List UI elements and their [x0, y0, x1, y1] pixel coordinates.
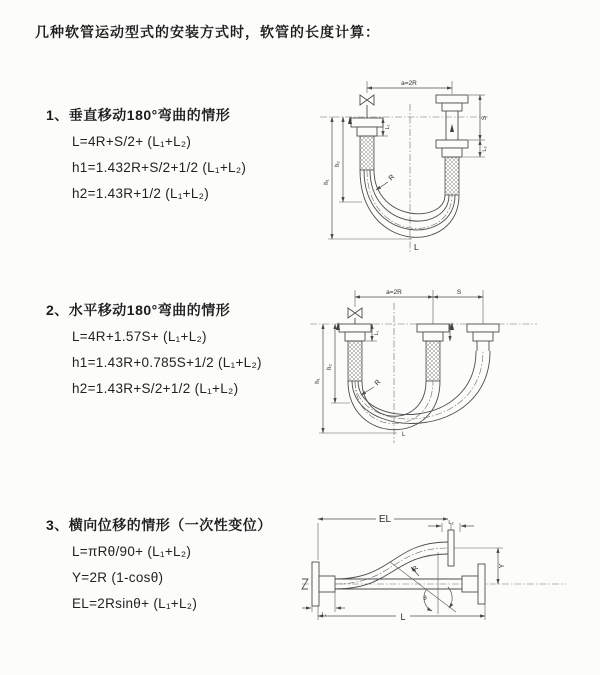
- formula-el: EL=2Rsinθ+ (L₁+L₂): [72, 596, 198, 611]
- left-flange-fitting: [336, 322, 371, 381]
- centerlines: [320, 104, 488, 254]
- diagram-horizontal-bend: [302, 283, 600, 453]
- dim-a2r: [367, 80, 452, 94]
- hose-bend-curves: [360, 170, 459, 237]
- braided-hose-section: [426, 341, 440, 381]
- right-flange-fitting: [467, 324, 499, 351]
- label-r: R: [411, 564, 421, 574]
- valve-symbol: [348, 308, 362, 324]
- label-l-total: L: [414, 242, 419, 252]
- label-s: S: [481, 115, 488, 121]
- page-title: 几种软管运动型式的安装方式时，软管的长度计算：: [35, 24, 380, 40]
- radius-callout: [376, 174, 396, 190]
- diagram-lateral-shift: [298, 502, 598, 637]
- label-r: R: [373, 378, 383, 388]
- braided-hose-section: [445, 157, 459, 195]
- section-horizontal-bend: [46, 303, 262, 407]
- diagram-vertical-bend: [312, 74, 600, 259]
- valve-symbol: [360, 95, 374, 118]
- right-flange-fitting: [462, 564, 485, 604]
- label-r: R: [387, 173, 397, 183]
- label-l2: L₂: [482, 146, 488, 152]
- label-h2: h₂: [327, 364, 333, 370]
- angle-construction: [390, 552, 456, 614]
- label-h1: h₁: [315, 378, 321, 384]
- dim-s: [433, 289, 483, 297]
- formula-h1: h1=1.43R+0.785S+1/2 (L₁+L₂): [72, 355, 262, 370]
- dim-a2r: [355, 289, 483, 324]
- formula-l: L=πRθ/90+ (L₁+L₂): [72, 544, 192, 559]
- dim-l-total: [318, 604, 485, 622]
- section-3-heading: 3、横向位移的情形（一次性变位）: [46, 517, 272, 533]
- right-riser-fittings: [436, 95, 468, 195]
- radius-callout: [361, 379, 382, 395]
- formula-l: L=4R+S/2+ (L₁+L₂): [72, 134, 192, 149]
- formula-h2: h2=1.43R+S/2+1/2 (L₁+L₂): [72, 381, 239, 396]
- label-a2r: a=2R: [386, 289, 402, 296]
- label-el: EL: [378, 514, 392, 525]
- label-theta: θ: [423, 596, 427, 602]
- dim-s: [469, 95, 488, 140]
- left-flange-fitting: [312, 562, 335, 606]
- formula-y: Y=2R (1-cosθ): [72, 570, 164, 585]
- label-a2r: a=2R: [401, 80, 417, 87]
- braided-hose-section: [360, 136, 374, 170]
- radius-callout: [411, 565, 420, 576]
- raised-flange: [448, 530, 454, 566]
- flow-arrow: [450, 322, 454, 330]
- label-l1: L₁: [321, 612, 327, 618]
- formula-h2: h2=1.43R+1/2 (L₁+L₂): [72, 186, 210, 201]
- middle-flange-fitting: [417, 322, 454, 381]
- label-y: Y: [499, 563, 506, 569]
- dim-l1: [302, 592, 345, 618]
- formula-l: L=4R+1.57S+ (L₁+L₂): [72, 329, 207, 344]
- s-curve-hose: [335, 530, 454, 589]
- section-1-heading: 1、垂直移动180°弯曲的情形: [46, 107, 231, 123]
- label-l-total: L: [402, 432, 406, 438]
- section-lateral-shift: [46, 518, 272, 622]
- label-s: S: [456, 289, 462, 296]
- label-l1: L₁: [374, 330, 380, 336]
- flow-arrow: [450, 124, 454, 132]
- hose-bend-curves: [348, 351, 490, 430]
- braided-hose-section: [348, 341, 362, 381]
- section-2-heading: 2、水平移动180°弯曲的情形: [46, 302, 231, 318]
- label-h1: h₁: [324, 179, 330, 185]
- formula-h1: h1=1.432R+S/2+1/2 (L₁+L₂): [72, 160, 247, 175]
- label-h2: h₂: [335, 161, 341, 167]
- dim-el: [318, 514, 454, 560]
- section-vertical-bend: [46, 108, 246, 212]
- left-flange-fitting: [348, 116, 383, 170]
- label-l-total: L: [400, 612, 406, 622]
- label-l2: L₂: [448, 520, 454, 526]
- label-l1: L₁: [385, 124, 391, 130]
